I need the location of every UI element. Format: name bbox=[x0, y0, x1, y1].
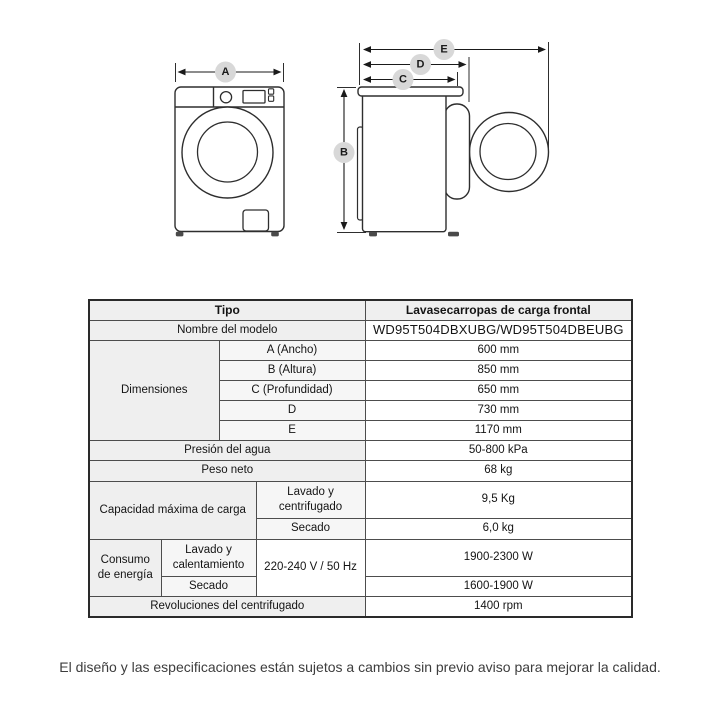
water-pressure-value: 50-800 kPa bbox=[365, 440, 632, 460]
power-wash-value: 1900-2300 W bbox=[365, 539, 632, 576]
knob-dial bbox=[220, 92, 231, 103]
top-lid bbox=[358, 87, 463, 96]
dim-a-label: A (Ancho) bbox=[219, 340, 365, 360]
dim-b-value: 850 mm bbox=[365, 360, 632, 380]
table-row bbox=[89, 481, 632, 518]
svg-text:E: E bbox=[440, 43, 448, 56]
drawer bbox=[243, 210, 269, 231]
dim-b-label: B (Altura) bbox=[219, 360, 365, 380]
dimensions-label: Dimensiones bbox=[89, 340, 219, 440]
type-value: Lavasecarropas de carga frontal bbox=[365, 300, 632, 320]
dim-c-label: C (Profundidad) bbox=[219, 380, 365, 400]
svg-text:A: A bbox=[221, 66, 230, 78]
foot bbox=[369, 232, 377, 237]
power-dry-value: 1600-1900 W bbox=[365, 576, 632, 596]
capacity-dry-label: Secado bbox=[256, 518, 365, 539]
side-view bbox=[334, 39, 549, 236]
dim-a-value: 600 mm bbox=[365, 340, 632, 360]
table-row bbox=[89, 320, 632, 340]
foot bbox=[448, 232, 459, 237]
table-row bbox=[89, 300, 632, 320]
model-label: Nombre del modelo bbox=[89, 320, 365, 340]
foot bbox=[271, 232, 279, 237]
capacity-dry-value: 6,0 kg bbox=[365, 518, 632, 539]
power-voltage: 220-240 V / 50 Hz bbox=[256, 539, 365, 596]
display-panel bbox=[243, 91, 265, 104]
dim-e-label: E bbox=[219, 420, 365, 440]
panel-button bbox=[269, 96, 274, 101]
dim-d-value: 730 mm bbox=[365, 400, 632, 420]
power-label: Consumo de energía bbox=[89, 539, 161, 596]
table-row bbox=[89, 340, 632, 360]
foot bbox=[176, 232, 184, 237]
power-wash-label: Lavado y calentamiento bbox=[161, 539, 256, 576]
spin-value: 1400 rpm bbox=[365, 596, 632, 617]
door-outer bbox=[182, 107, 273, 198]
net-weight-label: Peso neto bbox=[89, 460, 365, 481]
dim-c-value: 650 mm bbox=[365, 380, 632, 400]
front-view bbox=[175, 62, 284, 237]
dim-d-label: D bbox=[219, 400, 365, 420]
spec-table bbox=[88, 299, 633, 618]
table-row bbox=[89, 596, 632, 617]
panel-button bbox=[269, 89, 274, 94]
water-pressure-label: Presión del agua bbox=[89, 440, 365, 460]
dimension-diagram bbox=[0, 0, 720, 262]
capacity-wash-label: Lavado y centrifugado bbox=[256, 481, 365, 518]
dim-e-value: 1170 mm bbox=[365, 420, 632, 440]
table-row bbox=[89, 539, 632, 576]
svg-text:B: B bbox=[340, 146, 348, 159]
model-value: WD95T504DBXUBG/WD95T504DBEUBG bbox=[365, 320, 632, 340]
table-row bbox=[89, 440, 632, 460]
spin-label: Revoluciones del centrifugado bbox=[89, 596, 365, 617]
svg-text:D: D bbox=[416, 58, 425, 71]
disclaimer-caption: El diseño y las especificaciones están sujetos a cambios sin previo aviso para mejorar la calidad. bbox=[59, 659, 661, 675]
type-label: Tipo bbox=[89, 300, 365, 320]
table-row bbox=[89, 460, 632, 481]
net-weight-value: 68 kg bbox=[365, 460, 632, 481]
capacity-label: Capacidad máxima de carga bbox=[89, 481, 256, 539]
power-dry-label: Secado bbox=[161, 576, 256, 596]
door-bulge bbox=[445, 104, 470, 199]
svg-text:C: C bbox=[399, 73, 407, 86]
capacity-wash-value: 9,5 Kg bbox=[365, 481, 632, 518]
washer-side-body bbox=[363, 92, 447, 232]
